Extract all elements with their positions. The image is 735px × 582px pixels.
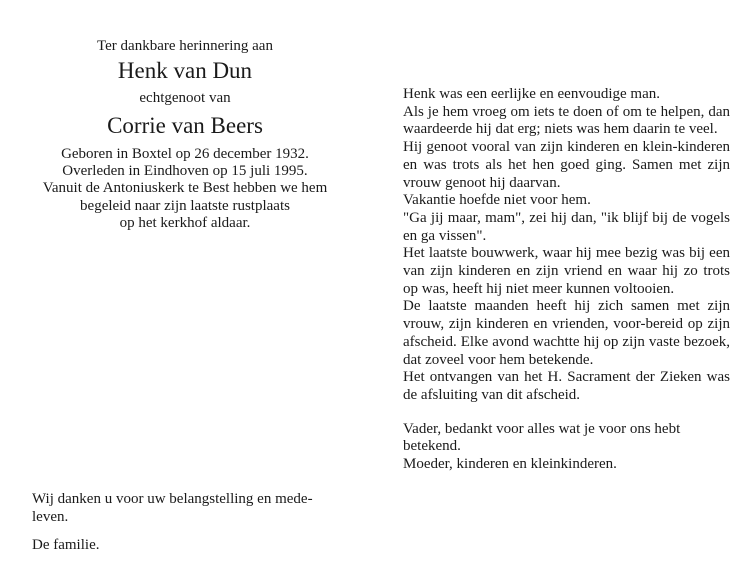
relation-text: echtgenoot van <box>139 90 231 106</box>
death-line: Overleden in Eindhoven op 15 juli 1995. <box>62 163 308 180</box>
thanks-father: Vader, bedankt voor alles wat je voor ons hebt betekend. <box>403 420 681 455</box>
acknowledgement-text: Wij danken u voor uw belangstelling en mede-leven. <box>32 491 313 525</box>
tribute-paragraph: Vakantie hoefde niet voor hem. <box>403 192 591 209</box>
tribute-paragraph: Het ontvangen van het H. Sacrament der Zieken was de afsluiting van dit afscheid. <box>403 369 730 403</box>
tribute-paragraph: "Ga jij maar, mam", zei hij dan, "ik blijf bij de vogels en ga vissen". <box>403 209 730 244</box>
funeral-line-3: op het kerkhof aldaar. <box>119 214 251 231</box>
family-signature: De familie. <box>32 537 100 553</box>
tribute-text <box>403 86 730 474</box>
funeral-line-2: begeleid naar zijn laatste rustplaats <box>80 197 290 214</box>
intro-text: Ter dankbare herinnering aan <box>97 38 273 54</box>
tribute-paragraph: Als je hem vroeg om iets te doen of om te helpen, dan waardeerde hij dat erg; niets was hem daarin te veel. <box>403 103 730 138</box>
funeral-line-1: Vanuit de Antoniuskerk te Best hebben we hem <box>42 180 328 197</box>
life-details <box>20 146 350 232</box>
birth-line: Geboren in Boxtel op 26 december 1932. <box>61 146 309 162</box>
spouse-name: Corrie van Beers <box>107 113 263 138</box>
closing-block <box>403 421 730 474</box>
tribute-paragraph: Henk was een eerlijke en eenvoudige man. <box>403 86 660 102</box>
closing-signature: Moeder, kinderen en kleinkinderen. <box>403 456 617 473</box>
tribute-paragraph: Hij genoot vooral van zijn kinderen en klein-kinderen en was trots als het hen goed ging. Samen met zijn vrouw genoot hij daarvan. <box>403 139 730 191</box>
tribute-paragraph: De laatste maanden heeft hij zich samen met zijn vrouw, zijn kinderen en vrienden, voor-bereid op zijn afscheid. Elke avond wachtte hij op zijn vaste bezoek, dat zoveel voor hem betekende. <box>403 298 730 368</box>
deceased-name: Henk van Dun <box>117 58 253 83</box>
tribute-paragraph: Het laatste bouwwerk, waar hij mee bezig was bij een van zijn kinderen en zijn vriend en waar hij zo trots op was, heeft hij niet meer kunnen voltooien. <box>403 245 730 297</box>
